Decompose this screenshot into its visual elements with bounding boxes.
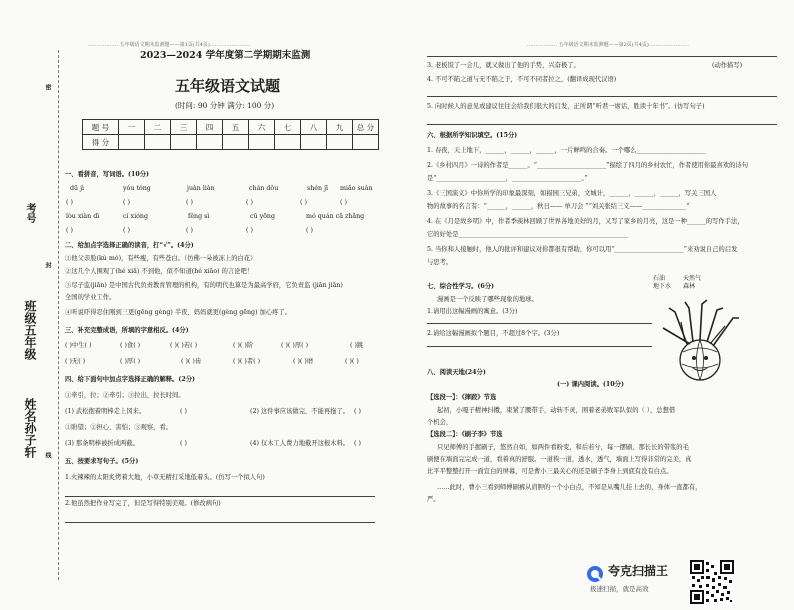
section1-title: 一、看拼音，写词语。(10分) [65, 171, 149, 178]
answer-blank[interactable]: ( ) [246, 227, 253, 234]
score-header-cell: 三 [171, 120, 197, 135]
cartoon-label: 石油 [653, 275, 666, 282]
section2-title: 二、给加点字选择正确的读音，打“√”。(4分) [65, 242, 194, 249]
idiom-blank[interactable]: ( )( )厚( ) [281, 342, 309, 349]
section7-question: 2.请给这幅漫画拟个题目，不超过8个字。(3分) [427, 330, 560, 337]
section8-title: 八、阅读天地(24分) [427, 369, 486, 376]
pinyin: cū yōng [250, 213, 276, 220]
pinyin: cí xióng [123, 213, 148, 220]
idiom-blank[interactable]: ( )无( ) [65, 358, 86, 365]
score-table [82, 119, 379, 150]
excerpt-text: ……此时，曹小三看到师傅刷裤从肩胛的一个小白点，不知是从嘴儿挂上去的，身体一直都有， [437, 484, 702, 491]
page-header-left: ……………… 五年级语文期末监测题——第1页(共4页)…………………… [88, 42, 250, 48]
answer-line[interactable] [427, 346, 652, 347]
score-cell[interactable] [327, 135, 353, 150]
section5-title: 五、按要求写句子。(5分) [65, 458, 139, 465]
idiom-blank[interactable]: ( )( )阶 [233, 342, 254, 349]
section7-question: 1.请用出这幅漫画的寓意。(3分) [427, 308, 518, 315]
score-cell[interactable] [249, 135, 275, 150]
answer-line[interactable] [427, 323, 652, 324]
section5-question: 2.他虽然把作业写完了，但是写得特别美观。(修改病句) [65, 500, 221, 507]
exam-info: (时间: 90 分钟 满分: 100 分) [175, 101, 275, 110]
section6-item: 它的好处是______________________________________________________ [427, 231, 629, 238]
score-header-cell: 七 [275, 120, 301, 135]
section6-item: 5. 当你和人接触时，他人的批评和建议对你都很有帮助，你可以用“______________________”来劝说自己的启发 [427, 246, 738, 253]
score-header-cell: 五 [223, 120, 249, 135]
score-header-cell: 九 [327, 120, 353, 135]
score-cell[interactable] [223, 135, 249, 150]
excerpt-heading: 【选段一】：《摔跤》节选 [427, 394, 497, 401]
page-header-right: ……………… 五年级语文期末监测题——第2页(共4页)…………………… [527, 42, 689, 48]
pinyin: shén jī [307, 185, 329, 192]
excerpt-heading: 【选段二】：《刷子李》节选 [427, 431, 503, 438]
score-table-score-row [83, 135, 379, 150]
answer-blank[interactable]: ( ) [123, 199, 130, 206]
section6-item: 4. 在《月是故乡明》中，作者季羡林回顾了世界各地美好的月，又写了家乡的月亮，这是一种______的写作手法， [427, 218, 744, 225]
score-cell[interactable] [119, 135, 145, 150]
section2-item: ④听说吓得忍住刚到三更(gēng gèng) 半夜，妈妈就更(gèng gēng) 加心疼了。 [65, 309, 292, 316]
binding-feng: 封 [44, 262, 51, 268]
globe-cartoon-icon [655, 282, 750, 387]
score-header-cell: 二 [145, 120, 171, 135]
section6-item: 物的故事的名言有：“______，______，秋日—— 单刀会 ”“刘关张结三义——______________” [427, 203, 690, 210]
pinyin: mó quán cā zhǎng [306, 213, 365, 220]
answer-blank[interactable]: ( ) [66, 227, 73, 234]
score-table-header-row [83, 120, 379, 135]
section6-item: 是“______________________，______________________。” [427, 175, 588, 182]
answer-blank[interactable]: ( ) [354, 408, 361, 415]
scanner-slogan: 极速扫描，就是高效 [590, 585, 649, 593]
section2-item: ②这几个人围观了(hé xiā) 不到他，似不知道(hé xiǎo) 的言论吧！ [65, 268, 254, 275]
score-cell[interactable] [301, 135, 327, 150]
score-row-label: 得 分 [83, 135, 119, 150]
cartoon-label: 地下水 [653, 283, 672, 290]
answer-blank[interactable]: ( ) [306, 227, 313, 234]
idiom-blank[interactable]: ( )厚( ) [120, 358, 141, 365]
binding-mi: 密 [44, 84, 51, 90]
excerpt-text: 比平平整整打开一面宣白的屏幕，可是曹小三最关心的还是刷子李身上到底有没有白点。 [427, 468, 673, 475]
section8-subtitle: (一) 课内阅读。(10分) [557, 381, 624, 388]
score-header-cell: 六 [249, 120, 275, 135]
section2-item: 全国的学业工作。 [65, 294, 116, 301]
pinyin: juàn liàn [187, 185, 215, 192]
pinyin: fěng sì [188, 213, 210, 220]
question-text: 3. 老板饭了一会儿，就又做出了他的手势，兴奋极了。 [427, 62, 580, 69]
earth-straws-cartoon [653, 275, 750, 387]
section7-intro: 漫画是一个反映了哪些现象的地球。 [437, 296, 538, 303]
cartoon-label: 天然气 [683, 275, 702, 282]
pinyin: chán dǒu [249, 185, 279, 192]
answer-line[interactable] [427, 96, 777, 97]
section2-item: ③尽子监(jiān) 是中国古代负责教育管理的机构，有的明代也算是为最高学府，它负责监 (jiān jiān) [65, 282, 343, 289]
idiom-blank[interactable]: ( )( )齿 [181, 358, 202, 365]
section4-question: (2) 这件事应该做完，不能再拖了。 [250, 408, 350, 415]
binding-line [58, 50, 59, 580]
qr-code-icon [690, 560, 734, 604]
answer-blank[interactable]: ( ) [123, 227, 130, 234]
section6-item: 1. 春夜，天上地下，______，______，______，一片蝉鸣的合奏。一个哪么______________________ [427, 147, 706, 154]
section4-question: (4) 仅木工人费力地截开这根木料。 [250, 440, 350, 447]
answer-line[interactable] [427, 56, 777, 57]
idiom-blank[interactable]: ( )( )者( ) [233, 358, 261, 365]
question-tag: (动作描写) [712, 62, 743, 69]
question-text: 4. 不可不陷之道与无不陷之于，不可不同者拉之，(翻译成现代汉语) [427, 76, 617, 83]
section6-title: 六、根据所学知识填空。(15分) [427, 132, 518, 139]
pinyin: miǎo suàn [340, 185, 373, 192]
answer-line[interactable] [65, 522, 375, 523]
section6-item: 3.《三国演义》中你所学的印象最深刻，如描园三兄弟，文城计，______，______，______，写关三国人 [427, 190, 717, 197]
section7-title: 七、综合性学习。(6分) [427, 283, 495, 290]
excerpt-text: 只见师傅的手握刷子，悠然自如，如两件看粉变，和后若兮，每一摆刷，那长长的带浆的毛 [437, 444, 689, 451]
exam-year-title: 2023—2024 学年度第二学期期末监测 [140, 50, 311, 61]
answer-line[interactable] [65, 496, 375, 497]
answer-blank[interactable]: ( ) [66, 199, 73, 206]
score-cell[interactable] [145, 135, 171, 150]
answer-blank[interactable]: ( ) [180, 440, 187, 447]
binding-kaohao-label: 考号 [24, 203, 35, 223]
idiom-blank[interactable]: ( )中生( ) [65, 342, 92, 349]
excerpt-text: 起初，小嘎子精神抖擞，束紧了腰带手，动转不灵，围着老弟败军队似的（ ），总想借 [437, 407, 676, 414]
score-header-cell: 总 分 [353, 120, 379, 135]
exam-main-title: 五年级语文试题 [175, 77, 281, 95]
section4-options: ①牵引，拉；②牵引；③拉出，拉长时间。 [65, 392, 185, 399]
binding-name-handwritten: 姓名孙子轩 [23, 398, 37, 458]
section4-options: ①盼望；②担心，害怕；③观察，看。 [65, 424, 173, 431]
answer-blank[interactable]: ( ) [186, 199, 193, 206]
idiom-blank[interactable]: ( )( )磨 [293, 358, 314, 365]
excerpt-text: 严。 [427, 496, 440, 503]
section3-title: 三、补充完整成语，所填的字意相反。(4分) [65, 327, 189, 334]
quark-logo-icon [586, 565, 604, 583]
score-header-cell: 四 [197, 120, 223, 135]
section2-item: ①他父亲脸(kù mó)，有些瘦，有些苍白。（仿佛一朵被冻上的白花） [65, 255, 257, 262]
score-cell[interactable] [275, 135, 301, 150]
answer-blank[interactable]: ( ) [340, 199, 347, 206]
answer-blank[interactable]: ( ) [354, 440, 361, 447]
section4-question: (1) 武松抱着明棒走上冈来。 [65, 408, 146, 415]
score-cell[interactable] [353, 135, 379, 150]
scanner-brand-name: 夸克扫描王 [608, 564, 669, 578]
section6-item: 2.《乡村四月》一诗的作者是______。“______________________”描绘了四月的乡村农忙，作者使用你最喜欢的诗句 [427, 162, 748, 169]
idiom-blank[interactable]: ( )跳 [350, 342, 364, 349]
answer-blank[interactable]: ( ) [180, 408, 187, 415]
idiom-blank[interactable]: ( )( )若( ) [170, 342, 198, 349]
idiom-blank[interactable]: ( )食( ) [120, 342, 141, 349]
score-cell[interactable] [197, 135, 223, 150]
section5-question: 1.火辣辣的太阳炙烤着大地，小草无精打采地低着头。(仿写一个拟人句) [65, 474, 265, 481]
score-cell[interactable] [171, 135, 197, 150]
answer-blank[interactable]: ( ) [246, 199, 253, 206]
idiom-blank[interactable]: ( )( ) [345, 358, 359, 365]
section4-question: (3) 那条明棒被折成两截。 [65, 440, 139, 447]
question-text: 5. 向时候人的意见或建议往往会给我们很大的启发，正所谓“听君一席话，胜读十年书”。(仿写句子) [427, 103, 705, 110]
pinyin: yóu tóng [123, 185, 151, 192]
score-header-cell: 八 [301, 120, 327, 135]
pinyin: dū jì [70, 185, 85, 192]
excerpt-text: 刷便在墙面完完成一道，看着真的舒服。一道挨一道，透水，透气，墙面上写得非常的完美，真 [427, 456, 692, 463]
cartoon-label: 森林 [683, 283, 696, 290]
answer-blank[interactable]: ( ) [300, 199, 307, 206]
binding-xian: 线 [44, 452, 51, 458]
scanner-watermark [586, 559, 692, 599]
section6-item: 与思考。 [427, 259, 453, 266]
excerpt-text: 个机会， [427, 419, 453, 426]
score-header-cell: 题 号 [83, 120, 119, 135]
binding-class-handwritten: 班级五年级 [23, 300, 37, 360]
answer-line[interactable] [427, 124, 777, 125]
answer-blank[interactable]: ( ) [186, 227, 193, 234]
score-header-cell: 一 [119, 120, 145, 135]
pinyin: lòu xiàn dì [66, 213, 100, 220]
section4-title: 四、给下面句中加点字选择正确的解释。(2分) [65, 376, 195, 383]
